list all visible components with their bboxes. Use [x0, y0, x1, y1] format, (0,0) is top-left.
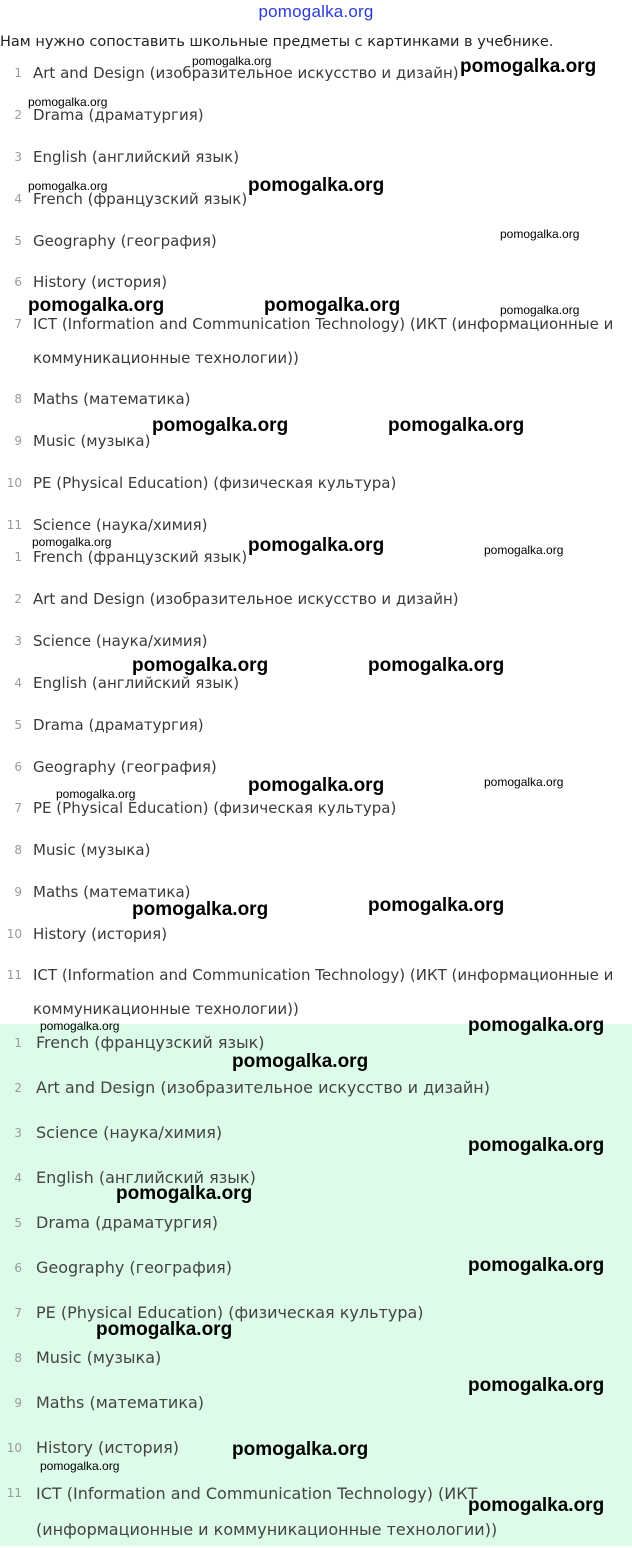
item-number: 9: [14, 885, 22, 899]
item-number: 1: [14, 1036, 22, 1050]
item-number: 2: [14, 108, 22, 122]
watermark: pomogalka.org: [28, 295, 165, 316]
watermark: pomogalka.org: [468, 1495, 605, 1516]
watermark: pomogalka.org: [500, 303, 580, 317]
item-label: Music (музыка): [33, 841, 151, 859]
watermark: pomogalka.org: [460, 56, 597, 77]
item-number: 7: [14, 317, 22, 331]
item-number: 2: [14, 1081, 22, 1095]
item-label: English (английский язык): [36, 1168, 256, 1187]
item-number: 11: [6, 518, 22, 532]
item-number: 4: [14, 1171, 22, 1185]
watermark: pomogalka.org: [484, 543, 564, 557]
item-label: PE (Physical Education) (физическая культура): [33, 474, 397, 492]
item-number: 8: [14, 392, 22, 406]
item-label: History (история): [33, 273, 168, 291]
item-number: 5: [14, 234, 22, 248]
item-label: English (английский язык): [33, 674, 240, 692]
watermark: pomogalka.org: [468, 1015, 605, 1036]
item-number: 11: [6, 1486, 22, 1500]
item-label: Science (наука/химия): [33, 632, 208, 650]
item-number: 7: [14, 801, 22, 815]
watermark: pomogalka.org: [484, 775, 564, 789]
item-label: Geography (география): [36, 1258, 233, 1277]
item-label: French (французский язык): [33, 190, 248, 208]
item-number: 9: [14, 434, 22, 448]
watermark: pomogalka.org: [468, 1255, 605, 1276]
item-label: Music (музыка): [33, 432, 151, 450]
item-label: History (история): [36, 1438, 179, 1457]
watermark: pomogalka.org: [32, 535, 112, 549]
watermark: pomogalka.org: [40, 1459, 120, 1473]
item-number: 3: [14, 1126, 22, 1140]
watermark: pomogalka.org: [232, 1439, 369, 1460]
item-label: French (французский язык): [33, 548, 248, 566]
item-number: 1: [14, 66, 22, 80]
watermark: pomogalka.org: [132, 899, 269, 920]
watermark: pomogalka.org: [368, 895, 505, 916]
watermark: pomogalka.org: [248, 775, 385, 796]
intro-text: Нам нужно сопоставить школьные предметы с картинками в учебнике.: [0, 34, 554, 50]
item-label: PE (Physical Education) (физическая культура): [33, 799, 397, 817]
item-number: 10: [6, 1441, 22, 1455]
item-label: Maths (математика): [36, 1393, 205, 1412]
item-label: ICT (Information and Communication Technology) (ИКТ (информационные и коммуникационные технологии)): [36, 1484, 498, 1539]
watermark: pomogalka.org: [248, 535, 385, 556]
item-number: 6: [14, 760, 22, 774]
item-label: Science (наука/химия): [33, 516, 208, 534]
watermark: pomogalka.org: [56, 787, 136, 801]
item-number: 7: [14, 1306, 22, 1320]
item-number: 2: [14, 592, 22, 606]
watermark: pomogalka.org: [500, 227, 580, 241]
item-label: Drama (драматургия): [36, 1213, 218, 1232]
item-number: 6: [14, 1261, 22, 1275]
watermark: pomogalka.org: [28, 95, 108, 109]
item-number: 9: [14, 1396, 22, 1410]
item-number: 5: [14, 1216, 22, 1230]
item-label: ICT (Information and Communication Technology) (ИКТ (информационные и коммуникационные технологии)): [33, 315, 614, 367]
item-label: PE (Physical Education) (физическая культура): [36, 1303, 424, 1322]
item-label: Geography (география): [33, 758, 217, 776]
item-label: Music (музыка): [36, 1348, 162, 1367]
item-label: Art and Design (изобразительное искусство и дизайн): [33, 590, 459, 608]
watermark: pomogalka.org: [28, 179, 108, 193]
item-label: Maths (математика): [33, 390, 191, 408]
item-number: 4: [14, 192, 22, 206]
item-label: History (история): [33, 925, 168, 943]
item-number: 1: [14, 550, 22, 564]
watermark: pomogalka.org: [264, 295, 401, 316]
watermark: pomogalka.org: [116, 1183, 253, 1204]
item-number: 4: [14, 676, 22, 690]
watermark: pomogalka.org: [468, 1135, 605, 1156]
watermark: pomogalka.org: [192, 54, 272, 68]
item-number: 10: [6, 927, 22, 941]
item-label: Maths (математика): [33, 883, 191, 901]
item-label: Art and Design (изобразительное искусство и дизайн): [36, 1078, 490, 1097]
item-number: 6: [14, 275, 22, 289]
item-number: 3: [14, 150, 22, 164]
item-number: 10: [6, 476, 22, 490]
watermark: pomogalka.org: [132, 655, 269, 676]
item-number: 11: [6, 968, 22, 982]
item-number: 8: [14, 1351, 22, 1365]
watermark: pomogalka.org: [232, 1051, 369, 1072]
item-label: Drama (драматургия): [33, 106, 204, 124]
watermark: pomogalka.org: [40, 1019, 120, 1033]
item-label: Drama (драматургия): [33, 716, 204, 734]
watermark: pomogalka.org: [96, 1319, 233, 1340]
watermark: pomogalka.org: [368, 655, 505, 676]
watermark: pomogalka.org: [468, 1375, 605, 1396]
item-label: Art and Design (изобразительное искусство и дизайн): [33, 64, 459, 82]
site-link[interactable]: pomogalka.org: [258, 2, 374, 21]
item-number: 8: [14, 843, 22, 857]
watermark: pomogalka.org: [388, 415, 525, 436]
item-label: ICT (Information and Communication Technology) (ИКТ (информационные и коммуникационные технологии)): [33, 966, 614, 1018]
item-number: 3: [14, 634, 22, 648]
watermark: pomogalka.org: [152, 415, 289, 436]
item-label: English (английский язык): [33, 148, 240, 166]
item-label: Science (наука/химия): [36, 1123, 223, 1142]
item-label: French (французский язык): [36, 1033, 265, 1052]
item-number: 5: [14, 718, 22, 732]
item-label: Geography (география): [33, 232, 217, 250]
watermark: pomogalka.org: [248, 175, 385, 196]
